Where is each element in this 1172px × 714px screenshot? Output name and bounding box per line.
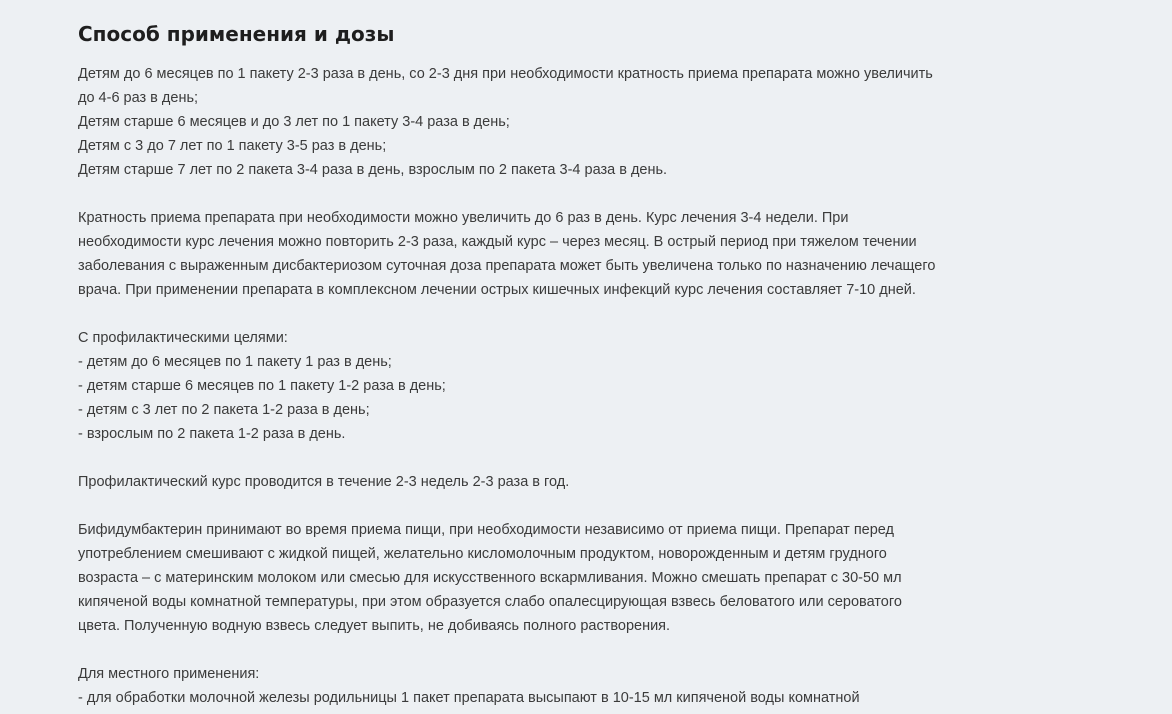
paragraph-administration [78,518,978,638]
text-line: С профилактическими целями: [78,330,288,346]
paragraph-prophylactic-list [78,326,978,446]
text-line: цвета. Полученную водную взвесь следует выпить, не добиваясь полного растворения. [78,618,671,634]
list-item: - детям до 6 месяцев по 1 пакету 1 раз в день; [78,354,392,370]
text-line: возраста – с материнским молоком или смесью для искусственного вскармливания. Можно смешать препарат с 30-50 мл [78,570,902,586]
text-line: кипяченой воды комнатной температуры, при этом образуется слабо опалесцирующая взвесь беловатого или сероватого [78,594,902,610]
text-line: Кратность приема препарата при необходимости можно увеличить до 6 раз в день. Курс лечения 3-4 недели. При [78,210,849,226]
paragraph-local-use [78,662,978,710]
paragraph-course-frequency [78,206,978,302]
text-line: необходимости курс лечения можно повторить 2-3 раза, каждый курс – через месяц. В острый период при тяжелом течении [78,234,917,250]
paragraph-dosage-children [78,62,978,182]
text-line: Для местного применения: [78,666,260,682]
text-line: Детям старше 6 месяцев и до 3 лет по 1 пакету 3-4 раза в день; [78,114,510,130]
list-item: - взрослым по 2 пакета 1-2 раза в день. [78,426,346,442]
text-line: Детям до 6 месяцев по 1 пакету 2-3 раза в день, со 2-3 дня при необходимости кратность приема препарата можно увеличить [78,66,933,82]
text-line: Детям старше 7 лет по 2 пакета 3-4 раза в день, взрослым по 2 пакета 3-4 раза в день. [78,162,668,178]
paragraph-prophylactic-course [78,470,978,494]
section-heading: Способ применения и дозы [78,22,395,46]
text-line: Детям с 3 до 7 лет по 1 пакету 3-5 раз в день; [78,138,387,154]
text-line: употреблением смешивают с жидкой пищей, желательно кисломолочным продуктом, новорожденным и детям грудного [78,546,887,562]
list-item: - детям старше 6 месяцев по 1 пакету 1-2 раза в день; [78,378,446,394]
text-line: Бифидумбактерин принимают во время приема пищи, при необходимости независимо от приема пищи. Препарат перед [78,522,895,538]
article-content [78,20,978,714]
text-line: врача. При применении препарата в комплексном лечении острых кишечных инфекций курс лечения составляет 7-10 дней. [78,282,916,298]
text-line: до 4-6 раз в день; [78,90,199,106]
text-line: заболевания с выраженным дисбактериозом суточная доза препарата может быть увеличена только по назначению лечащего [78,258,936,274]
list-item: - детям с 3 лет по 2 пакета 1-2 раза в день; [78,402,370,418]
text-line: Профилактический курс проводится в течение 2-3 недель 2-3 раза в год. [78,474,570,490]
list-item: - для обработки молочной железы родильницы 1 пакет препарата высыпают в 10-15 мл кипяченой воды комнатной [78,690,860,706]
